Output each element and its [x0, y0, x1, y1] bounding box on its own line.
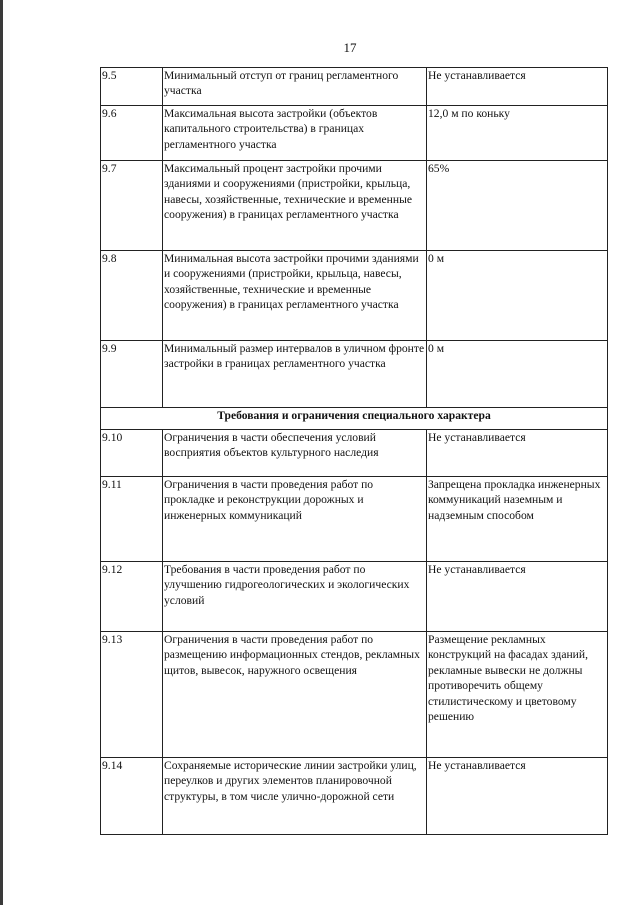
row-name: Требования в части проведения работ по улучшению гидрогеологических и экологических условий [163, 562, 427, 632]
row-number: 9.14 [101, 758, 163, 835]
row-value: Размещение рекламных конструкций на фасадах зданий, рекламные вывески не должны противоречить общему стилистическому и цветовому решению [427, 632, 608, 758]
row-name: Максимальная высота застройки (объектов капитального строительства) в границах регламентного участка [163, 106, 427, 161]
table-row [101, 68, 608, 106]
table-row [101, 341, 608, 408]
table-row [101, 106, 608, 161]
row-name: Минимальный размер интервалов в уличном фронте застройки в границах регламентного участка [163, 341, 427, 408]
row-number: 9.6 [101, 106, 163, 161]
row-value: 0 м [427, 251, 608, 341]
row-name: Минимальная высота застройки прочими зданиями и сооружениями (пристройки, крыльца, навесы, хозяйственные, технические и временные сооружения) в границах регламентного участка [163, 251, 427, 341]
table-row [101, 632, 608, 758]
table-row [101, 758, 608, 835]
row-value: 0 м [427, 341, 608, 408]
regulations-table [100, 67, 608, 835]
scan-edge [0, 0, 3, 905]
table-row [101, 477, 608, 562]
row-value: 12,0 м по коньку [427, 106, 608, 161]
row-name: Минимальный отступ от границ регламентного участка [163, 68, 427, 106]
row-name: Ограничения в части проведения работ по размещению информационных стендов, рекламных щитов, вывесок, наружного освещения [163, 632, 427, 758]
page-number: 17 [343, 40, 357, 55]
row-value: Не устанавливается [427, 68, 608, 106]
row-value: 65% [427, 161, 608, 251]
row-number: 9.13 [101, 632, 163, 758]
row-number: 9.10 [101, 430, 163, 477]
row-value: Не устанавливается [427, 430, 608, 477]
row-value: Не устанавливается [427, 562, 608, 632]
row-number: 9.11 [101, 477, 163, 562]
row-value: Не устанавливается [427, 758, 608, 835]
table-row [101, 562, 608, 632]
row-value: Запрещена прокладка инженерных коммуникаций наземным и надземным способом [427, 477, 608, 562]
row-number: 9.9 [101, 341, 163, 408]
row-name: Ограничения в части обеспечения условий восприятия объектов культурного наследия [163, 430, 427, 477]
section-row [101, 408, 608, 430]
row-name: Ограничения в части проведения работ по прокладке и реконструкции дорожных и инженерных коммуникаций [163, 477, 427, 562]
table-row [101, 430, 608, 477]
table-row [101, 161, 608, 251]
row-number: 9.8 [101, 251, 163, 341]
row-name: Максимальный процент застройки прочими зданиями и сооружениями (пристройки, крыльца, навесы, хозяйственные, технические и временные сооружения) в границах регламентного участка [163, 161, 427, 251]
row-number: 9.5 [101, 68, 163, 106]
row-number: 9.12 [101, 562, 163, 632]
row-name: Сохраняемые исторические линии застройки улиц, переулков и других элементов планировочной структуры, в том числе улично-дорожной сети [163, 758, 427, 835]
row-number: 9.7 [101, 161, 163, 251]
section-title: Требования и ограничения специального характера [101, 408, 608, 430]
table-row [101, 251, 608, 341]
